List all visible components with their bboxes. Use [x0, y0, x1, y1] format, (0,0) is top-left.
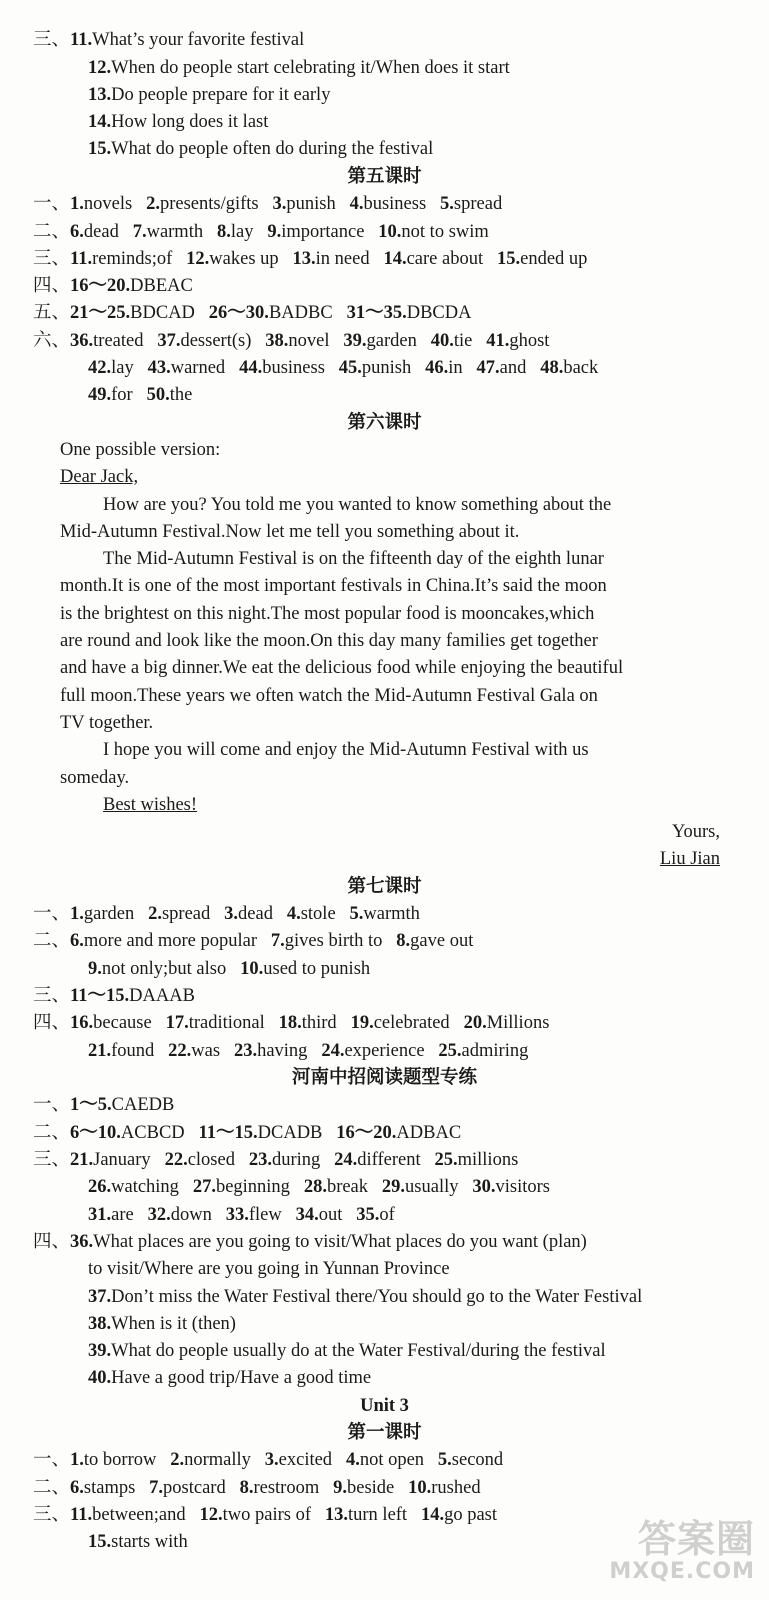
- answer-line: is the brightest on this night.The most popular food is mooncakes,which: [60, 604, 595, 624]
- section-heading: 第六课时: [347, 413, 422, 433]
- answer-line: 一、1.to borrow 2.normally 3.excited 4.not open 5.second: [33, 1450, 504, 1470]
- watermark-logo: [609, 1519, 755, 1584]
- answer-line: 13.Do people prepare for it early: [88, 85, 331, 105]
- watermark-cn: 答案圈: [637, 1517, 755, 1561]
- answer-line: How are you? You told me you wanted to know something about the: [103, 495, 612, 515]
- section-heading: 河南中招阅读题型专练: [291, 1068, 477, 1088]
- answer-line: 六、36.treated 37.dessert(s) 38.novel 39.garden 40.tie 41.ghost: [33, 331, 550, 351]
- answer-line: Best wishes!: [103, 795, 198, 815]
- answer-line: 12.When do people start celebrating it/When does it start: [88, 58, 510, 78]
- answer-line: 五、21～25.BDCAD 26～30.BADBC 31～35.DBCDA: [33, 303, 472, 323]
- answer-line: 二、6.more and more popular 7.gives birth to 8.gave out: [33, 931, 474, 951]
- answer-line: 二、6.dead 7.warmth 8.lay 9.importance 10.not to swim: [33, 222, 489, 242]
- answer-line: Mid-Autumn Festival.Now let me tell you something about it.: [60, 522, 520, 542]
- answer-line: 21.found 22.was 23.having 24.experience 25.admiring: [88, 1041, 529, 1061]
- answer-line: someday.: [60, 768, 130, 788]
- answer-line: are round and look like the moon.On this day many families get together: [60, 631, 598, 651]
- answer-line: 一、1.novels 2.presents/gifts 3.punish 4.business 5.spread: [33, 194, 503, 214]
- answer-line: 37.Don’t miss the Water Festival there/You should go to the Water Festival: [88, 1287, 643, 1307]
- answer-line: 四、16～20.DBEAC: [33, 276, 193, 296]
- answer-line: 9.not only;but also 10.used to punish: [88, 959, 371, 979]
- answer-line: full moon.These years we often watch the Mid-Autumn Festival Gala on: [60, 686, 598, 706]
- answer-line: Dear Jack,: [60, 467, 139, 487]
- answer-line: to visit/Where are you going in Yunnan Province: [88, 1259, 450, 1279]
- answer-line: 四、16.because 17.traditional 18.third 19.celebrated 20.Millions: [33, 1013, 550, 1033]
- answer-line: 40.Have a good trip/Have a good time: [88, 1368, 372, 1388]
- answer-line: One possible version:: [60, 440, 221, 460]
- answer-line: 38.When is it (then): [88, 1314, 236, 1334]
- answer-line: month.It is one of the most important festivals in China.It’s said the moon: [60, 576, 607, 596]
- answer-line: 三、21.January 22.closed 23.during 24.different 25.millions: [33, 1150, 519, 1170]
- section-heading: Unit 3: [360, 1396, 409, 1416]
- answer-line: 二、6～10.ACBCD 11～15.DCADB 16～20.ADBAC: [33, 1123, 462, 1143]
- answer-line: I hope you will come and enjoy the Mid-Autumn Festival with us: [103, 740, 589, 760]
- answer-line: The Mid-Autumn Festival is on the fifteenth day of the eighth lunar: [103, 549, 604, 569]
- answer-line: 三、11～15.DAAAB: [33, 986, 195, 1006]
- answer-line: 二、6.stamps 7.postcard 8.restroom 9.beside 10.rushed: [33, 1478, 481, 1498]
- watermark-en: MXQE.COM: [609, 1559, 755, 1584]
- section-heading: 第七课时: [347, 877, 422, 897]
- answer-line: 49.for 50.the: [88, 385, 193, 405]
- answer-line: 三、11.reminds;of 12.wakes up 13.in need 14.care about 15.ended up: [33, 249, 588, 269]
- answer-line: 三、11.What’s your favorite festival: [33, 30, 305, 50]
- answer-line: 31.are 32.down 33.flew 34.out 35.of: [88, 1205, 395, 1225]
- section-heading: 第五课时: [347, 167, 422, 187]
- answer-line: 42.lay 43.warned 44.business 45.punish 46.in 47.and 48.back: [88, 358, 599, 378]
- answer-line: TV together.: [60, 713, 154, 733]
- answer-line: and have a big dinner.We eat the delicious food while enjoying the beautiful: [60, 658, 624, 678]
- answer-line: 15.starts with: [88, 1532, 188, 1552]
- answer-line: 39.What do people usually do at the Water Festival/during the festival: [88, 1341, 606, 1361]
- answer-line: Yours,: [672, 822, 720, 842]
- section-heading: 第一课时: [347, 1423, 422, 1443]
- answer-line: 一、1～5.CAEDB: [33, 1095, 175, 1115]
- answer-line: 一、1.garden 2.spread 3.dead 4.stole 5.warmth: [33, 904, 420, 924]
- answer-line: 15.What do people often do during the festival: [88, 139, 434, 159]
- answer-line: 14.How long does it last: [88, 112, 269, 132]
- answer-line: 三、11.between;and 12.two pairs of 13.turn left 14.go past: [33, 1505, 498, 1525]
- answer-line: 四、36.What places are you going to visit/What places do you want (plan): [33, 1232, 587, 1252]
- answer-line: Liu Jian: [659, 849, 720, 869]
- answer-line: 26.watching 27.beginning 28.break 29.usually 30.visitors: [88, 1177, 550, 1197]
